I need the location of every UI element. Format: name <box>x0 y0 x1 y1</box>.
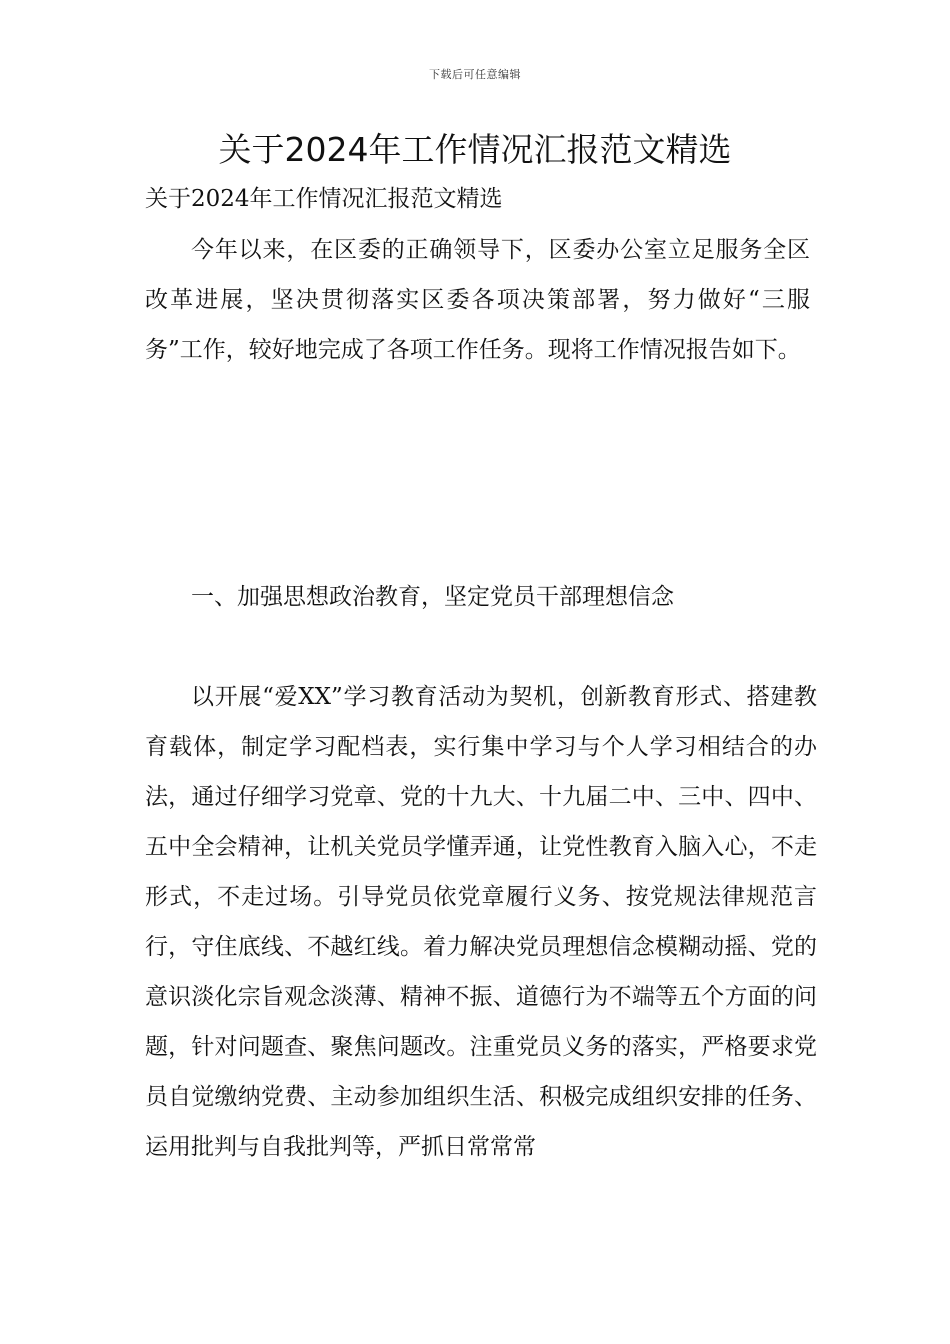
document-title: 关于2024年工作情况汇报范文精选 <box>218 130 732 169</box>
header-note: 下载后可任意编辑 <box>429 68 521 81</box>
section-heading-1: 一、加强思想政治教育，坚定党员干部理想信念 <box>191 584 674 610</box>
section-1-paragraph: 以开展“爱XX”学习教育活动为契机，创新教育形式、搭建教育载体，制定学习配档表，实行集中学习与个人学习相结合的办法，通过仔细学习党章、党的十九大、十九届二中、三中、四中、五中全会精神，让机关党员学懂弄通，让党性教育入脑入心，不走形式，不走过场。引导党员依党章履行义务、按党规法律规范言行，守住底线、不越红线。着力解决党员理想信念模糊动摇、党的意识淡化宗旨观念淡薄、精神不振、道德行为不端等五个方面的问题，针对问题查、聚焦问题改。注重党员义务的落实，严格要求党员自觉缴纳党费、主动参加组织生活、积极完成组织安排的任务、运用批判与自我批判等，严抓日常常常 <box>145 684 817 1160</box>
document-subtitle: 关于2024年工作情况汇报范文精选 <box>145 186 503 212</box>
intro-paragraph: 今年以来，在区委的正确领导下，区委办公室立足服务全区改革进展，坚决贯彻落实区委各项决策部署，努力做好“三服务”工作，较好地完成了各项工作任务。现将工作情况报告如下。 <box>145 237 810 363</box>
